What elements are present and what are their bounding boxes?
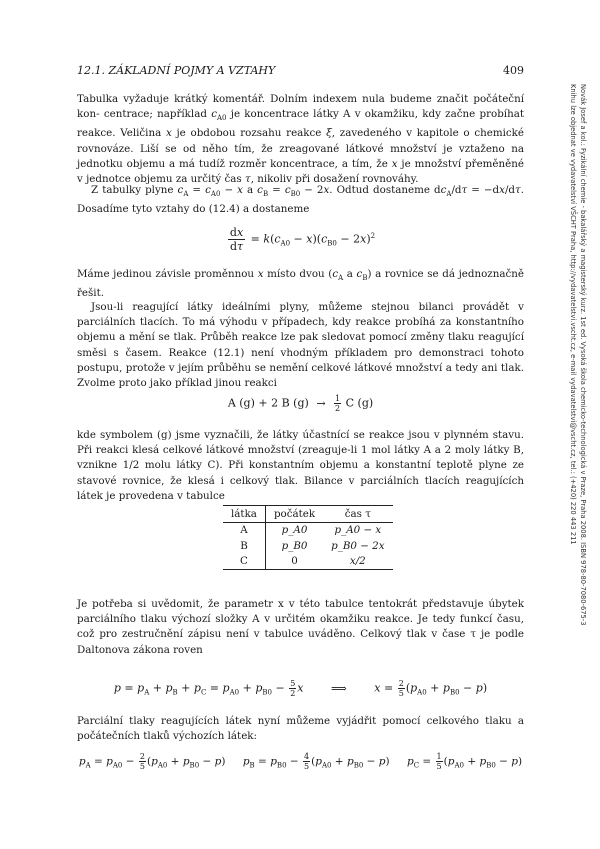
fraction-five-halves: $\frac{5}{2}$: [290, 679, 296, 698]
text-span: ) a rovnice se dá jednoznačně: [367, 268, 524, 280]
table-header: čas τ: [344, 507, 371, 520]
math-relation-cA: $c_A = c_{A0} - x$: [177, 184, 243, 199]
paragraph-substitution: [77, 183, 524, 217]
table-header: počátek: [273, 507, 316, 520]
math-cA0: c: [211, 108, 217, 121]
text-span: Liší se od něho tím, že zreagované látkové množství je vztaženo na jednotku objemu a: [77, 142, 524, 170]
page-number: 409: [503, 64, 524, 77]
table-cell: B: [223, 538, 265, 554]
dalton-equation: $p = p_A + p_B + p_C = p_{A0} + p_{B0}$ − $\frac{5}{2}$ x ⟹ x = $\frac{2}{5}$ $(p_{A0} + p_{B0} - p)$: [113, 679, 488, 698]
text-span: . Odtud dostaneme: [329, 184, 434, 196]
reaction-product: C (g): [345, 396, 374, 410]
text-span: místo dvou (: [263, 268, 333, 280]
text-span: Dosadíme tyto vztahy do (12.4) a dostaneme: [77, 203, 310, 216]
table-row: [223, 522, 393, 538]
text-span: řešit.: [77, 287, 105, 300]
math-cB: $c_B$: [356, 268, 368, 283]
running-head: 12.1. ZÁKLADNÍ POJMY A VZTAHY: [77, 64, 276, 77]
reaction-reactants: A (g) + 2 B (g): [227, 396, 309, 410]
text-span: určitý čas: [190, 173, 245, 186]
reaction-arrow: →: [316, 396, 326, 410]
table-cell: p_B0 − 2x: [331, 539, 385, 552]
text-span: centrace; například: [103, 108, 212, 121]
math-x: x: [391, 157, 398, 170]
table-cell: 0: [291, 555, 298, 568]
paragraph-text: Jsou-li reagující látky ideálními plyny, můžeme stejnou bilanci provádět v parciálních tlacích. To má výhodu v případech, kdy reakce probíhá za konstantního objemu a mění se tlak. Průběh reakce lze pak sledovat pomocí změny tlaku reagující směsi s časem. Reakce (12.1) není vhodným příkladem pro demonstraci tohoto postupu, protože v jejím průběhu se nemění celkové látkové množství a tedy ani tlak. Zvolme proto jako příklad jinou reakci: [77, 301, 524, 390]
text-span: , nikoliv při dosažení rovnováhy.: [250, 173, 419, 186]
table-cell: p_A0: [281, 524, 308, 537]
table-header-row: [223, 506, 393, 523]
paragraph-single-variable: [77, 267, 524, 301]
fraction-two-fifths: $\frac{2}{5}$: [139, 752, 145, 771]
fraction-two-fifths: $\frac{2}{5}$: [398, 679, 404, 698]
table-cell: C: [223, 554, 265, 570]
side-copyright-note: Novák Josef a kol.: Fyzikální chemie - bakalářský a magisterský kurz. 1st ed. Vysoká škola chemicko-technologická v Praze, Praha 2008. ISBN 978-80-7080-675-3 Knihu lze objednat ve vydavatelství VŠCHT Praha, http://vydavatelstvi.vscht.cz, e-mail vydavatelstvi@vscht.cz, tel.: (+420) 220 443 211: [569, 84, 587, 626]
table-cell: p_A0 − x: [334, 524, 382, 537]
text-span: je koncentrace látky A v okamžiku, kdy začne probíhat reakce.: [77, 108, 524, 140]
table-row: [223, 554, 393, 570]
table-cell: A: [223, 522, 265, 538]
rate-equation: $\frac{dx}{d\tau}$ = $k(c_{A0} - x)(c_{B0} - 2x)^2$: [229, 226, 376, 253]
math-x: x: [165, 127, 172, 140]
math-derivative-relation: $dc_A/d\tau = -dx/d\tau$.: [434, 184, 524, 199]
text-span: Z tabulky plyne: [91, 184, 178, 196]
paragraph-parameter-x: [77, 597, 524, 658]
math-relation-cB: $c_B = c_{B0} - 2x$: [257, 184, 330, 199]
paragraph-text: Je potřeba si uvědomit, že parametr x v této tabulce tentokrát představuje úbytek parciálního tlaku výchozí složky A v určitém okamžiku reakce. Je tedy funkcí času, což pro zestručnění zápisu není v tabulce uváděno. Celkový tlak v čase τ je podle Daltonova zákona roven: [77, 598, 524, 656]
table-header: látka: [223, 506, 265, 523]
math-xi: ξ: [326, 127, 332, 140]
text-span: , zavedeného v kapitole o chemické rovnováze.: [77, 127, 524, 155]
table-cell: x/2: [349, 555, 366, 568]
table-row: [223, 538, 393, 554]
partial-pressure-equations: $p_A = p_{A0}$ − $\frac{2}{5}$ $(p_{A0} + p_{B0} - p) p_B = p_{B0}$ − $\frac{4}{5}$ $(p_{A0} + p_{B0} - p) p_C$ = $\frac{1}{5}$ $(p_{A0} + p_{B0} - p)$: [78, 752, 523, 771]
reaction-equation: [77, 394, 524, 413]
paragraph-table-comment: [77, 92, 524, 187]
text-span: je množství přeměněné v jednotce objemu za: [77, 157, 524, 186]
fraction-one-fifth: $\frac{1}{5}$: [436, 752, 442, 771]
fraction-four-fifths: $\frac{4}{5}$: [304, 752, 310, 771]
math-x: x: [257, 268, 264, 280]
partial-pressure-balance-table: [223, 505, 393, 570]
fraction-dx-dtau: $\frac{dx}{d\tau}$: [229, 226, 244, 253]
paragraph-text: kde symbolem (g) jsme vyznačili, že látky účastnící se reakce jsou v plynném stavu. Při reakci klesá celkové látkové množství (zreaguje-li 1 mol látky A a 2 moly látky B, vznikne 1/2 molu látky C). Při konstantním objemu a konstantní teplotě plyne ze stavové rovnice, že klesá i celkový tlak. Bilance v parciálních tlacích reagujících látek je provedena v tabulce: [77, 429, 524, 502]
table-cell: p_B0: [281, 539, 308, 552]
text-span: Veličina: [120, 127, 166, 140]
paragraph-ideal-gases: [77, 300, 524, 391]
paragraph-gas-reaction: [77, 428, 524, 504]
math-cA: $c_A$: [332, 268, 344, 283]
fraction-one-half: $\frac{1}{2}$: [335, 394, 341, 413]
paragraph-partial-pressures: [77, 714, 524, 744]
text-span: a: [343, 268, 357, 280]
math-subscript: A0: [216, 114, 227, 123]
text-span: je obdobou rozsahu reakce: [171, 127, 327, 140]
text-span: má tudíž rozměr koncentrace, a tím, že: [179, 157, 392, 170]
math-tau: τ: [244, 173, 251, 186]
text-span: a: [242, 184, 258, 196]
text-span: Tabulka vyžaduje krátký komentář. Dolním indexem nula budeme značit počáteční kon-: [77, 93, 524, 121]
text-span: Máme jedinou závisle proměnnou: [77, 268, 258, 280]
paragraph-text: Parciální tlaky reagujících látek nyní můžeme vyjádřit pomocí celkového tlaku a počátečních tlaků výchozích látek:: [77, 715, 524, 743]
